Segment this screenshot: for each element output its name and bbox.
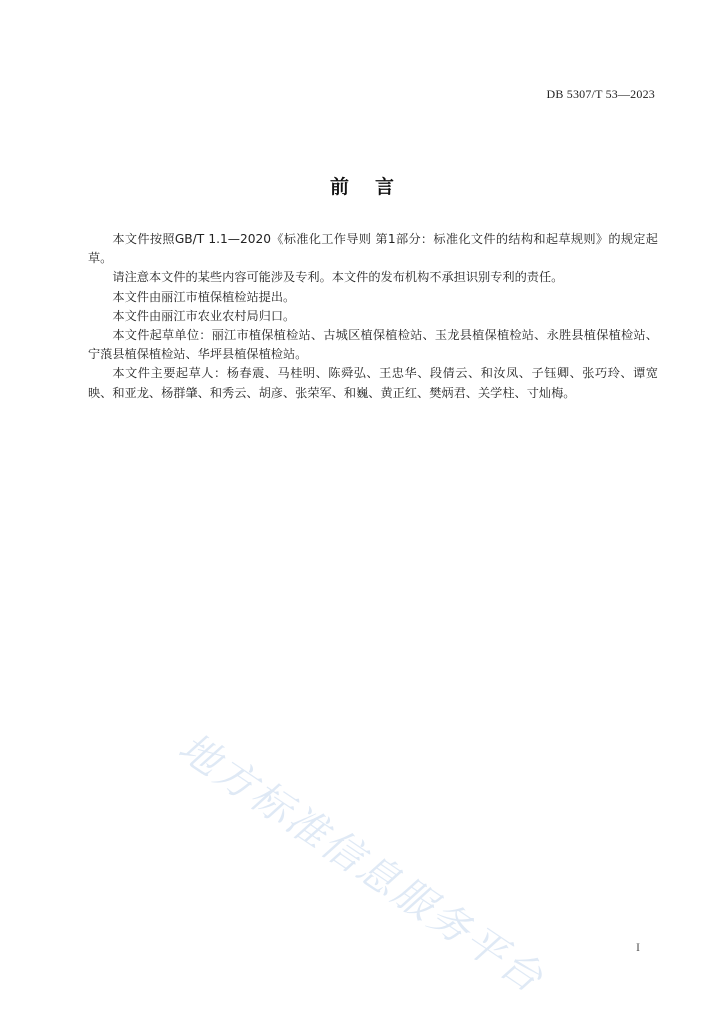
watermark: 地方标准信息服务平台: [170, 724, 553, 1003]
paragraph-centralized-by: 本文件由丽江市农业农村局归口。: [112, 308, 296, 323]
paragraph-drafters: 本文件主要起草人：杨春震、马桂明、陈舜弘、王忠华、段倩云、和汝凤、子钰卿、张巧玲、谭宽映、和亚龙、杨群肇、和秀云、胡彦、张荣军、和巍、黄正红、樊炳君、关学柱、寸灿梅。: [88, 366, 658, 400]
paragraph-drafting-units: 本文件起草单位：丽江市植保植检站、古城区植保植检站、玉龙县植保植检站、永胜县植保植检站、宁蒗县植保植检站、华坪县植保植检站。: [88, 328, 658, 362]
page-number: I: [636, 940, 640, 954]
foreword-body: [88, 230, 658, 403]
paragraph-patent-notice: 请注意本文件的某些内容可能涉及专利。本文件的发布机构不承担识别专利的责任。: [112, 270, 564, 285]
paragraph-drafting-rules: 本文件按照GB/T 1.1—2020《标准化工作导则 第1部分：标准化文件的结构和起草规则》的规定起草。: [88, 232, 658, 266]
section-title: 前言: [329, 176, 420, 198]
document-code: DB 5307/T 53—2023: [546, 87, 655, 101]
paragraph-proposed-by: 本文件由丽江市植保植检站提出。: [112, 289, 296, 304]
